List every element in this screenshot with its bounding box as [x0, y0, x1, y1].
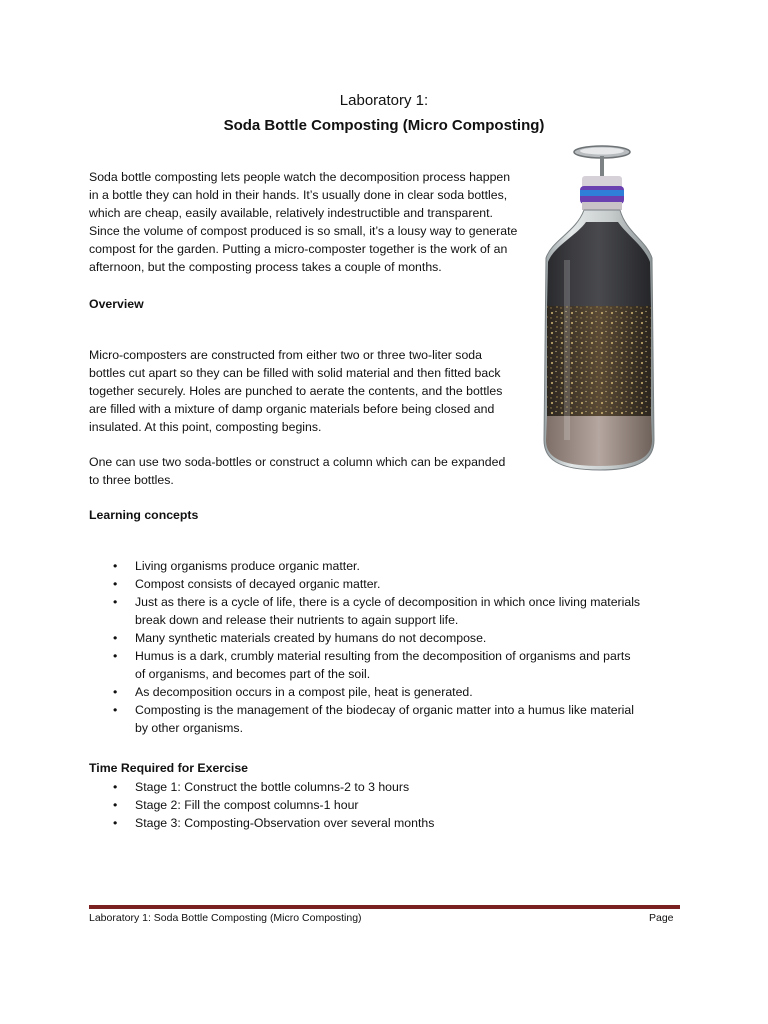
lab-title: Soda Bottle Composting (Micro Composting) [223, 117, 545, 134]
bullet-icon: • [113, 595, 118, 609]
learning-concepts-list [89, 557, 669, 737]
list-item-text: Stage 2: Fill the compost columns-1 hour [135, 798, 359, 812]
bullet-icon: • [113, 685, 118, 699]
list-item-text: Composting is the management of the biodecay of organic matter into a humus like material [135, 703, 634, 717]
learning-concepts-heading: Learning concepts [89, 508, 199, 522]
bottles-paragraph [89, 453, 505, 489]
list-item-text: Just as there is a cycle of life, there is a cycle of decomposition in which once living materials [135, 595, 641, 609]
overview-line: bottles cut apart so they can be filled with solid material and then fitted back [89, 366, 501, 380]
list-item [89, 778, 669, 796]
footer-title: Laboratory 1: Soda Bottle Composting (Micro Composting) [89, 912, 362, 924]
overview-paragraph [89, 346, 502, 436]
list-item [89, 557, 669, 575]
bullet-icon: • [113, 559, 118, 573]
intro-line: Soda bottle composting lets people watch the decomposition process happen [89, 170, 511, 184]
intro-line: which are cheap, easily available, relatively indestructible and transparent. [89, 206, 493, 220]
list-item-text: Many synthetic materials created by humans do not decompose. [135, 631, 487, 645]
list-item [89, 701, 669, 737]
list-item [89, 814, 669, 832]
bullet-icon: • [113, 798, 118, 812]
list-item-text: Stage 1: Construct the bottle columns-2 to 3 hours [135, 780, 410, 794]
bullet-icon: • [113, 631, 118, 645]
time-required-heading: Time Required for Exercise [89, 761, 249, 775]
list-item-text: of organisms, and becomes part of the soil. [135, 667, 371, 681]
intro-line: Since the volume of compost produced is so small, it’s a lousy way to generate [89, 224, 518, 238]
bullet-icon: • [113, 816, 118, 830]
footer-rule [89, 905, 680, 909]
intro-paragraph [89, 168, 517, 276]
intro-line: compost for the garden. Putting a micro-composter together is the work of an [89, 242, 508, 256]
overview-line: are filled with a mixture of damp organic materials before being closed and [89, 402, 495, 416]
list-item-text: Living organisms produce organic matter. [135, 559, 360, 573]
list-item-text: Stage 3: Composting-Observation over several months [135, 816, 435, 830]
overview-line: Micro-composters are constructed from either two or three two-liter soda [89, 348, 482, 362]
bullet-icon: • [113, 649, 118, 663]
bullet-icon: • [113, 780, 118, 794]
list-item-text: As decomposition occurs in a compost pile, heat is generated. [135, 685, 473, 699]
list-item [89, 796, 669, 814]
footer-page-label: Page [649, 912, 674, 924]
overview-line: insulated. At this point, composting begins. [89, 420, 322, 434]
intro-line: in a bottle they can hold in their hands. It’s usually done in clear soda bottles, [89, 188, 508, 202]
list-item [89, 593, 669, 629]
list-item-text: Compost consists of decayed organic matter. [135, 577, 381, 591]
list-item [89, 575, 669, 593]
overview-heading: Overview [89, 297, 144, 311]
list-item-text: break down and release their nutrients to again support life. [135, 613, 459, 627]
bottles-line: One can use two soda-bottles or construct a column which can be expanded [89, 455, 506, 469]
bottles-line: to three bottles. [89, 473, 174, 487]
list-item-text: by other organisms. [135, 721, 243, 735]
bullet-icon: • [113, 703, 118, 717]
intro-line: afternoon, but the composting process takes a couple of months. [89, 260, 442, 274]
bullet-icon: • [113, 577, 118, 591]
list-item [89, 647, 669, 683]
time-required-list [89, 778, 669, 832]
overview-line: together securely. Holes are punched to aerate the contents, and the bottles [89, 384, 503, 398]
lab-number: Laboratory 1: [339, 92, 429, 109]
list-item-text: Humus is a dark, crumbly material resulting from the decomposition of organisms and parts [135, 649, 631, 663]
list-item [89, 683, 669, 701]
list-item [89, 629, 669, 647]
soda-bottle-photo [530, 140, 668, 480]
